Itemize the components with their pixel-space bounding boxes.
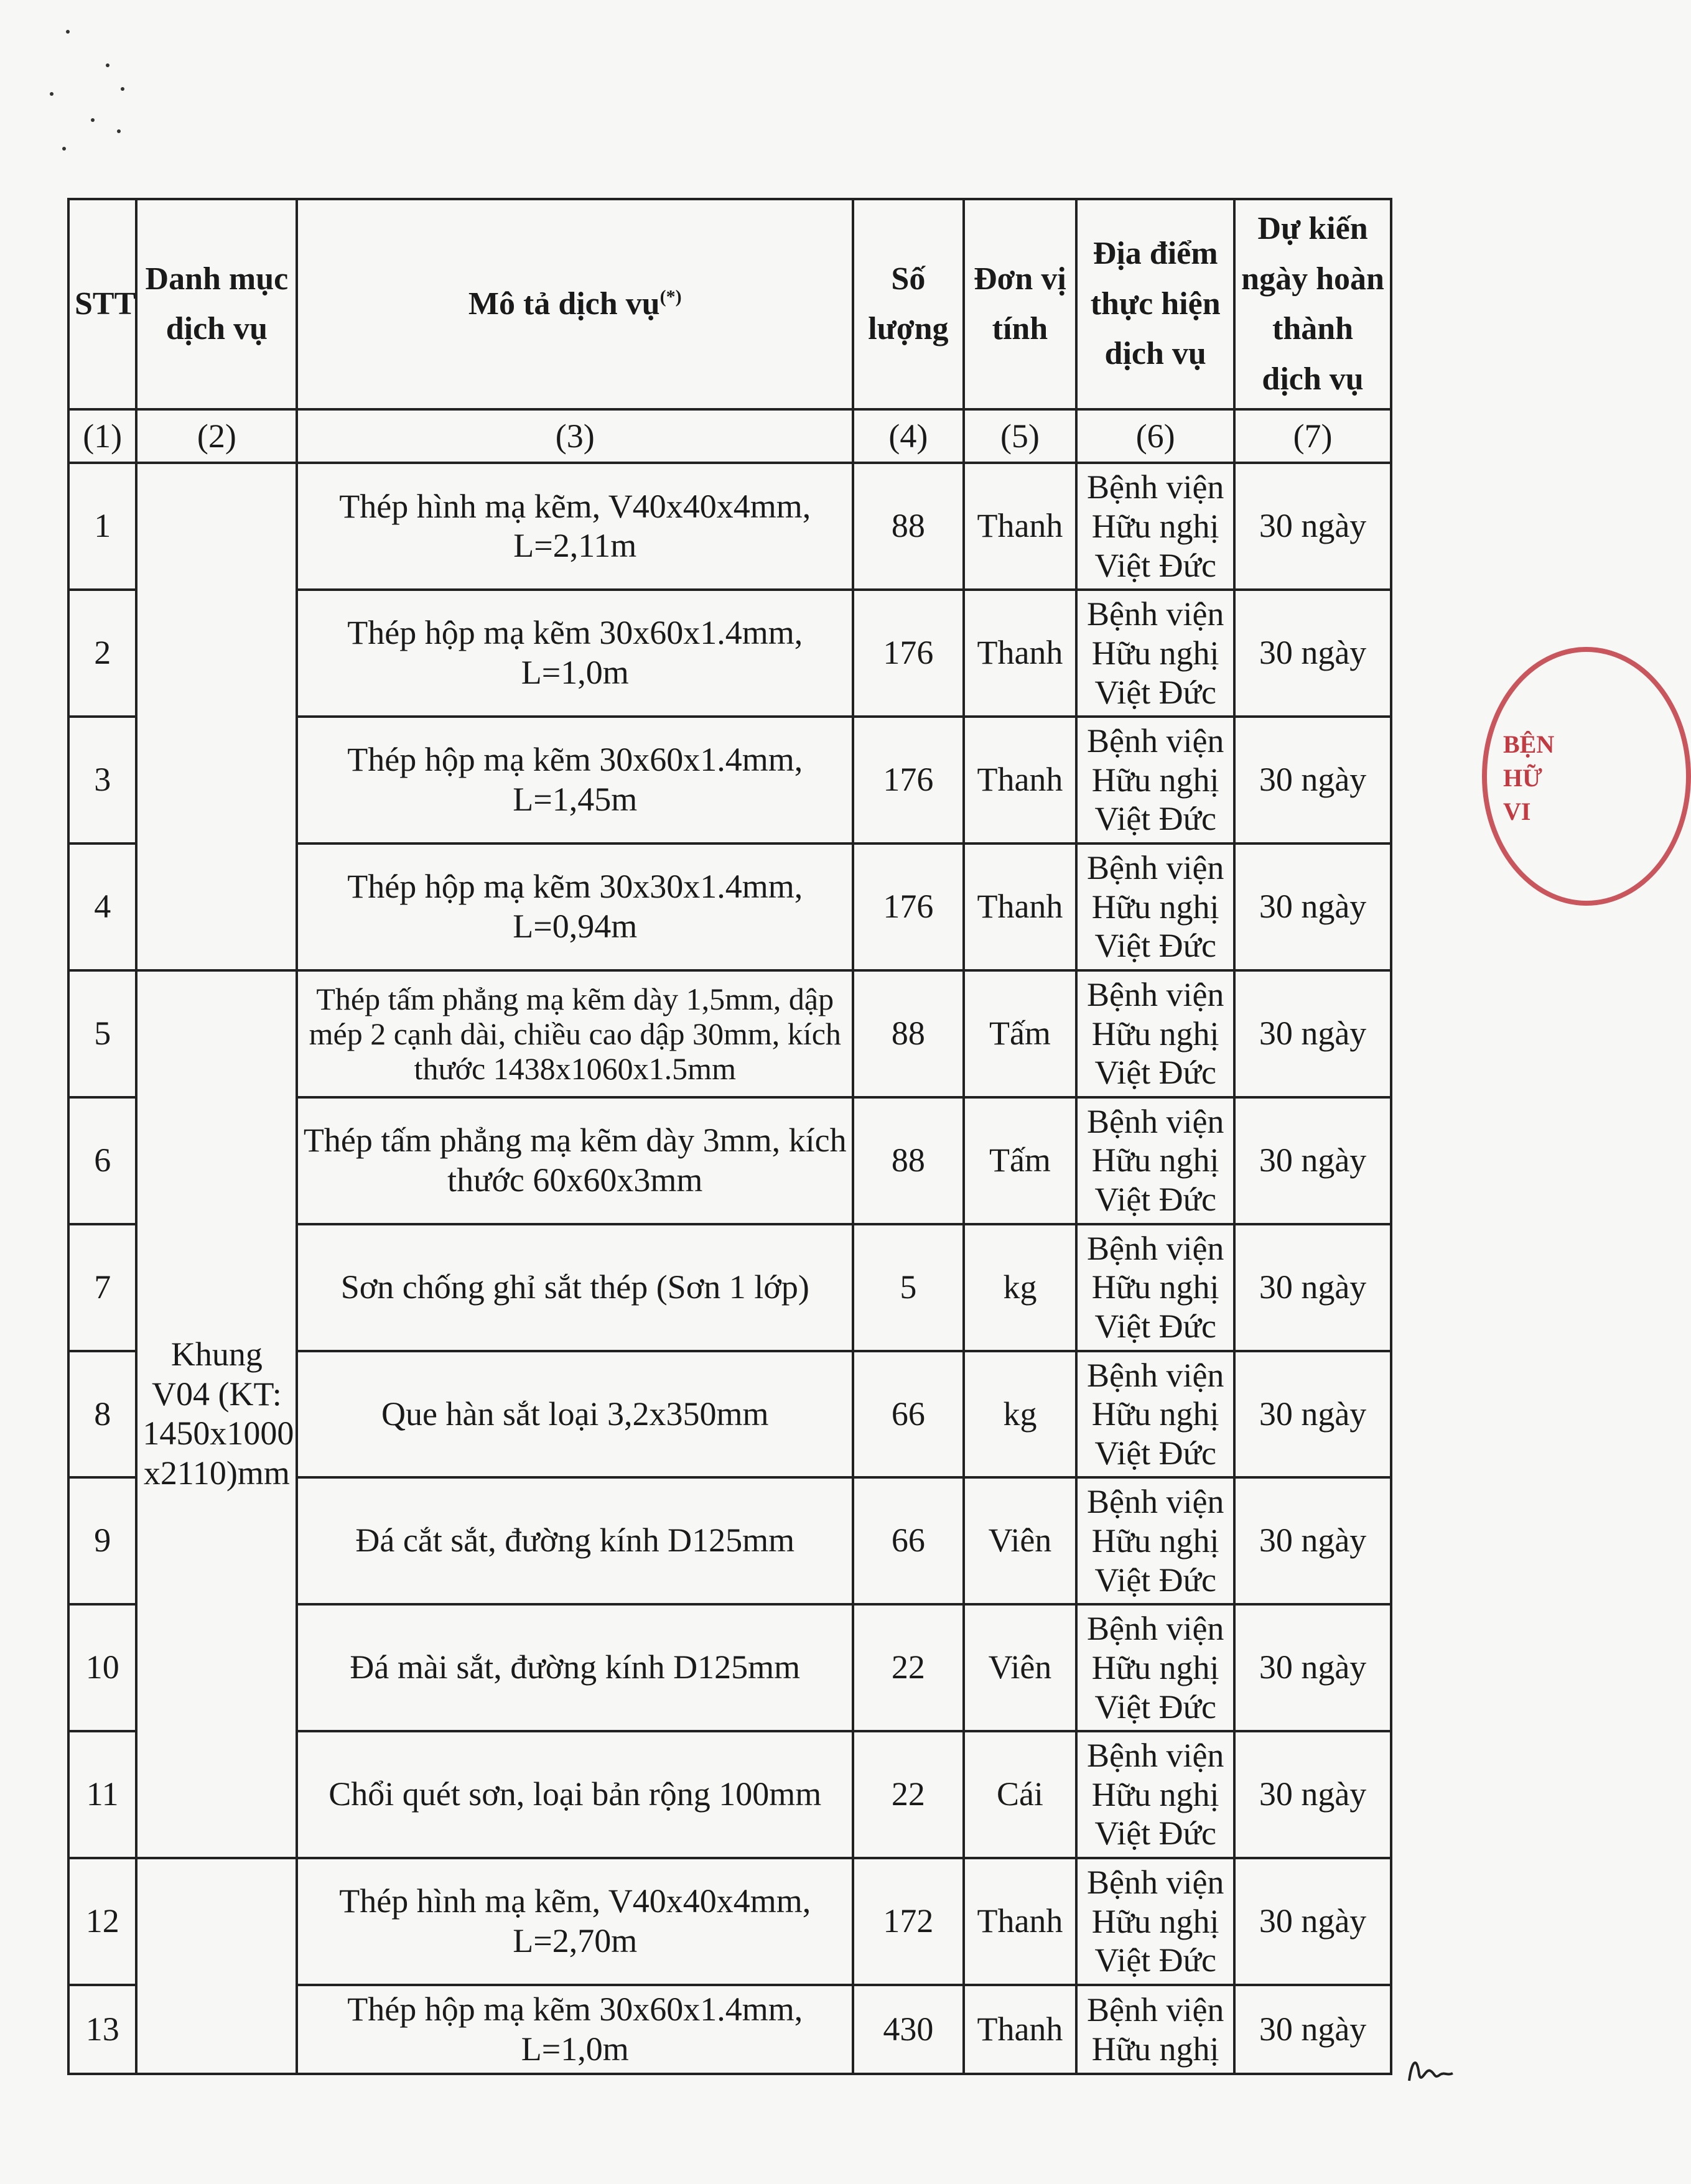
column-number: (6) bbox=[1076, 409, 1234, 463]
row-unit: kg bbox=[964, 1224, 1077, 1351]
row-location: Bệnh viện Hữu nghị Việt Đức bbox=[1076, 463, 1234, 590]
row-description: Đá cắt sắt, đường kính D125mm bbox=[297, 1477, 853, 1604]
header-description bbox=[297, 199, 853, 409]
column-number: (7) bbox=[1234, 409, 1391, 463]
row-stt: 8 bbox=[68, 1351, 136, 1478]
row-unit: Tấm bbox=[964, 970, 1077, 1097]
row-completion: 30 ngày bbox=[1234, 1477, 1391, 1604]
row-description: Thép tấm phẳng mạ kẽm dày 3mm, kích thước 60x60x3mm bbox=[297, 1097, 853, 1224]
row-completion: 30 ngày bbox=[1234, 1858, 1391, 1985]
row-description: Thép hộp mạ kẽm 30x60x1.4mm, L=1,0m bbox=[297, 590, 853, 717]
row-unit: Viên bbox=[964, 1477, 1077, 1604]
red-stamp bbox=[1470, 647, 1555, 908]
column-number: (4) bbox=[853, 409, 964, 463]
row-unit: Thanh bbox=[964, 1858, 1077, 1985]
row-completion: 30 ngày bbox=[1234, 970, 1391, 1097]
row-unit: Thanh bbox=[964, 717, 1077, 843]
row-quantity: 88 bbox=[853, 970, 964, 1097]
row-stt: 3 bbox=[68, 717, 136, 843]
row-description: Thép hộp mạ kẽm 30x30x1.4mm, L=0,94m bbox=[297, 843, 853, 970]
table-row bbox=[68, 1858, 1391, 1985]
row-description: Thép hình mạ kẽm, V40x40x4mm, L=2,70m bbox=[297, 1858, 853, 1985]
row-stt: 10 bbox=[68, 1604, 136, 1731]
row-stt: 6 bbox=[68, 1097, 136, 1224]
row-description: Thép tấm phẳng mạ kẽm dày 1,5mm, dập mép 2 cạnh dài, chiều cao dập 30mm, kích thước 1438x1060x1.5mm bbox=[297, 970, 853, 1097]
row-unit: Thanh bbox=[964, 463, 1077, 590]
row-location: Bệnh viện Hữu nghị Việt Đức bbox=[1076, 590, 1234, 717]
row-completion: 30 ngày bbox=[1234, 1985, 1391, 2074]
row-quantity: 176 bbox=[853, 717, 964, 843]
row-completion: 30 ngày bbox=[1234, 1224, 1391, 1351]
row-unit: Thanh bbox=[964, 590, 1077, 717]
header-unit: Đơn vị tính bbox=[964, 199, 1077, 409]
row-quantity: 88 bbox=[853, 1097, 964, 1224]
row-stt: 7 bbox=[68, 1224, 136, 1351]
row-quantity: 66 bbox=[853, 1477, 964, 1604]
row-location: Bệnh viện Hữu nghị Việt Đức bbox=[1076, 1224, 1234, 1351]
row-stt: 1 bbox=[68, 463, 136, 590]
column-number: (3) bbox=[297, 409, 853, 463]
column-number: (5) bbox=[964, 409, 1077, 463]
category-cell-bottom bbox=[136, 1858, 297, 2074]
row-location: Bệnh viện Hữu nghị Việt Đức bbox=[1076, 1477, 1234, 1604]
row-description: Chổi quét sơn, loại bản rộng 100mm bbox=[297, 1731, 853, 1858]
row-unit: kg bbox=[964, 1351, 1077, 1478]
row-stt: 9 bbox=[68, 1477, 136, 1604]
row-location: Bệnh viện Hữu nghị Việt Đức bbox=[1076, 1604, 1234, 1731]
row-quantity: 430 bbox=[853, 1985, 964, 2074]
row-description: Sơn chống ghỉ sắt thép (Sơn 1 lớp) bbox=[297, 1224, 853, 1351]
service-table bbox=[67, 198, 1392, 2075]
table-header-row bbox=[68, 199, 1391, 409]
row-description: Đá mài sắt, đường kính D125mm bbox=[297, 1604, 853, 1731]
row-completion: 30 ngày bbox=[1234, 463, 1391, 590]
stamp-text: BỆN HỮ VI bbox=[1503, 730, 1555, 825]
row-completion: 30 ngày bbox=[1234, 1731, 1391, 1858]
header-category: Danh mục dịch vụ bbox=[136, 199, 297, 409]
header-stt: STT bbox=[68, 199, 136, 409]
column-number-row bbox=[68, 409, 1391, 463]
row-quantity: 176 bbox=[853, 843, 964, 970]
row-unit: Thanh bbox=[964, 843, 1077, 970]
row-completion: 30 ngày bbox=[1234, 1097, 1391, 1224]
category-cell: Khung V04 (KT: 1450x1000 x2110)mm bbox=[136, 970, 297, 1858]
row-description: Thép hình mạ kẽm, V40x40x4mm, L=2,11m bbox=[297, 463, 853, 590]
column-number: (1) bbox=[68, 409, 136, 463]
row-unit: Thanh bbox=[964, 1985, 1077, 2074]
header-description-text: Mô tả dịch vụ bbox=[468, 286, 660, 322]
row-stt: 4 bbox=[68, 843, 136, 970]
scan-noise bbox=[37, 25, 162, 162]
row-location: Bệnh viện Hữu nghị Việt Đức bbox=[1076, 970, 1234, 1097]
row-location: Bệnh viện Hữu nghị Việt Đức bbox=[1076, 1858, 1234, 1985]
row-description: Thép hộp mạ kẽm 30x60x1.4mm, L=1,0m bbox=[297, 1985, 853, 2074]
row-quantity: 88 bbox=[853, 463, 964, 590]
row-completion: 30 ngày bbox=[1234, 590, 1391, 717]
row-stt: 11 bbox=[68, 1731, 136, 1858]
row-stt: 5 bbox=[68, 970, 136, 1097]
row-description: Thép hộp mạ kẽm 30x60x1.4mm, L=1,45m bbox=[297, 717, 853, 843]
row-completion: 30 ngày bbox=[1234, 717, 1391, 843]
signature-mark bbox=[1403, 2050, 1459, 2087]
category-cell-top bbox=[136, 463, 297, 970]
row-unit: Tấm bbox=[964, 1097, 1077, 1224]
row-quantity: 22 bbox=[853, 1604, 964, 1731]
header-description-sup: (*) bbox=[659, 286, 682, 307]
row-stt: 13 bbox=[68, 1985, 136, 2074]
row-unit: Cái bbox=[964, 1731, 1077, 1858]
table-row bbox=[68, 463, 1391, 590]
row-location: Bệnh viện Hữu nghị Việt Đức bbox=[1076, 1351, 1234, 1478]
row-description: Que hàn sắt loại 3,2x350mm bbox=[297, 1351, 853, 1478]
row-quantity: 22 bbox=[853, 1731, 964, 1858]
row-quantity: 176 bbox=[853, 590, 964, 717]
header-completion: Dự kiến ngày hoàn thành dịch vụ bbox=[1234, 199, 1391, 409]
row-location: Bệnh viện Hữu nghị Việt Đức bbox=[1076, 1097, 1234, 1224]
row-completion: 30 ngày bbox=[1234, 1351, 1391, 1478]
row-location: Bệnh viện Hữu nghị bbox=[1076, 1985, 1234, 2074]
row-completion: 30 ngày bbox=[1234, 1604, 1391, 1731]
row-quantity: 5 bbox=[853, 1224, 964, 1351]
column-number: (2) bbox=[136, 409, 297, 463]
row-location: Bệnh viện Hữu nghị Việt Đức bbox=[1076, 843, 1234, 970]
row-location: Bệnh viện Hữu nghị Việt Đức bbox=[1076, 1731, 1234, 1858]
row-quantity: 172 bbox=[853, 1858, 964, 1985]
header-quantity: Số lượng bbox=[853, 199, 964, 409]
header-location: Địa điểm thực hiện dịch vụ bbox=[1076, 199, 1234, 409]
row-stt: 2 bbox=[68, 590, 136, 717]
row-quantity: 66 bbox=[853, 1351, 964, 1478]
table-row bbox=[68, 970, 1391, 1097]
row-completion: 30 ngày bbox=[1234, 843, 1391, 970]
row-location: Bệnh viện Hữu nghị Việt Đức bbox=[1076, 717, 1234, 843]
row-stt: 12 bbox=[68, 1858, 136, 1985]
row-unit: Viên bbox=[964, 1604, 1077, 1731]
